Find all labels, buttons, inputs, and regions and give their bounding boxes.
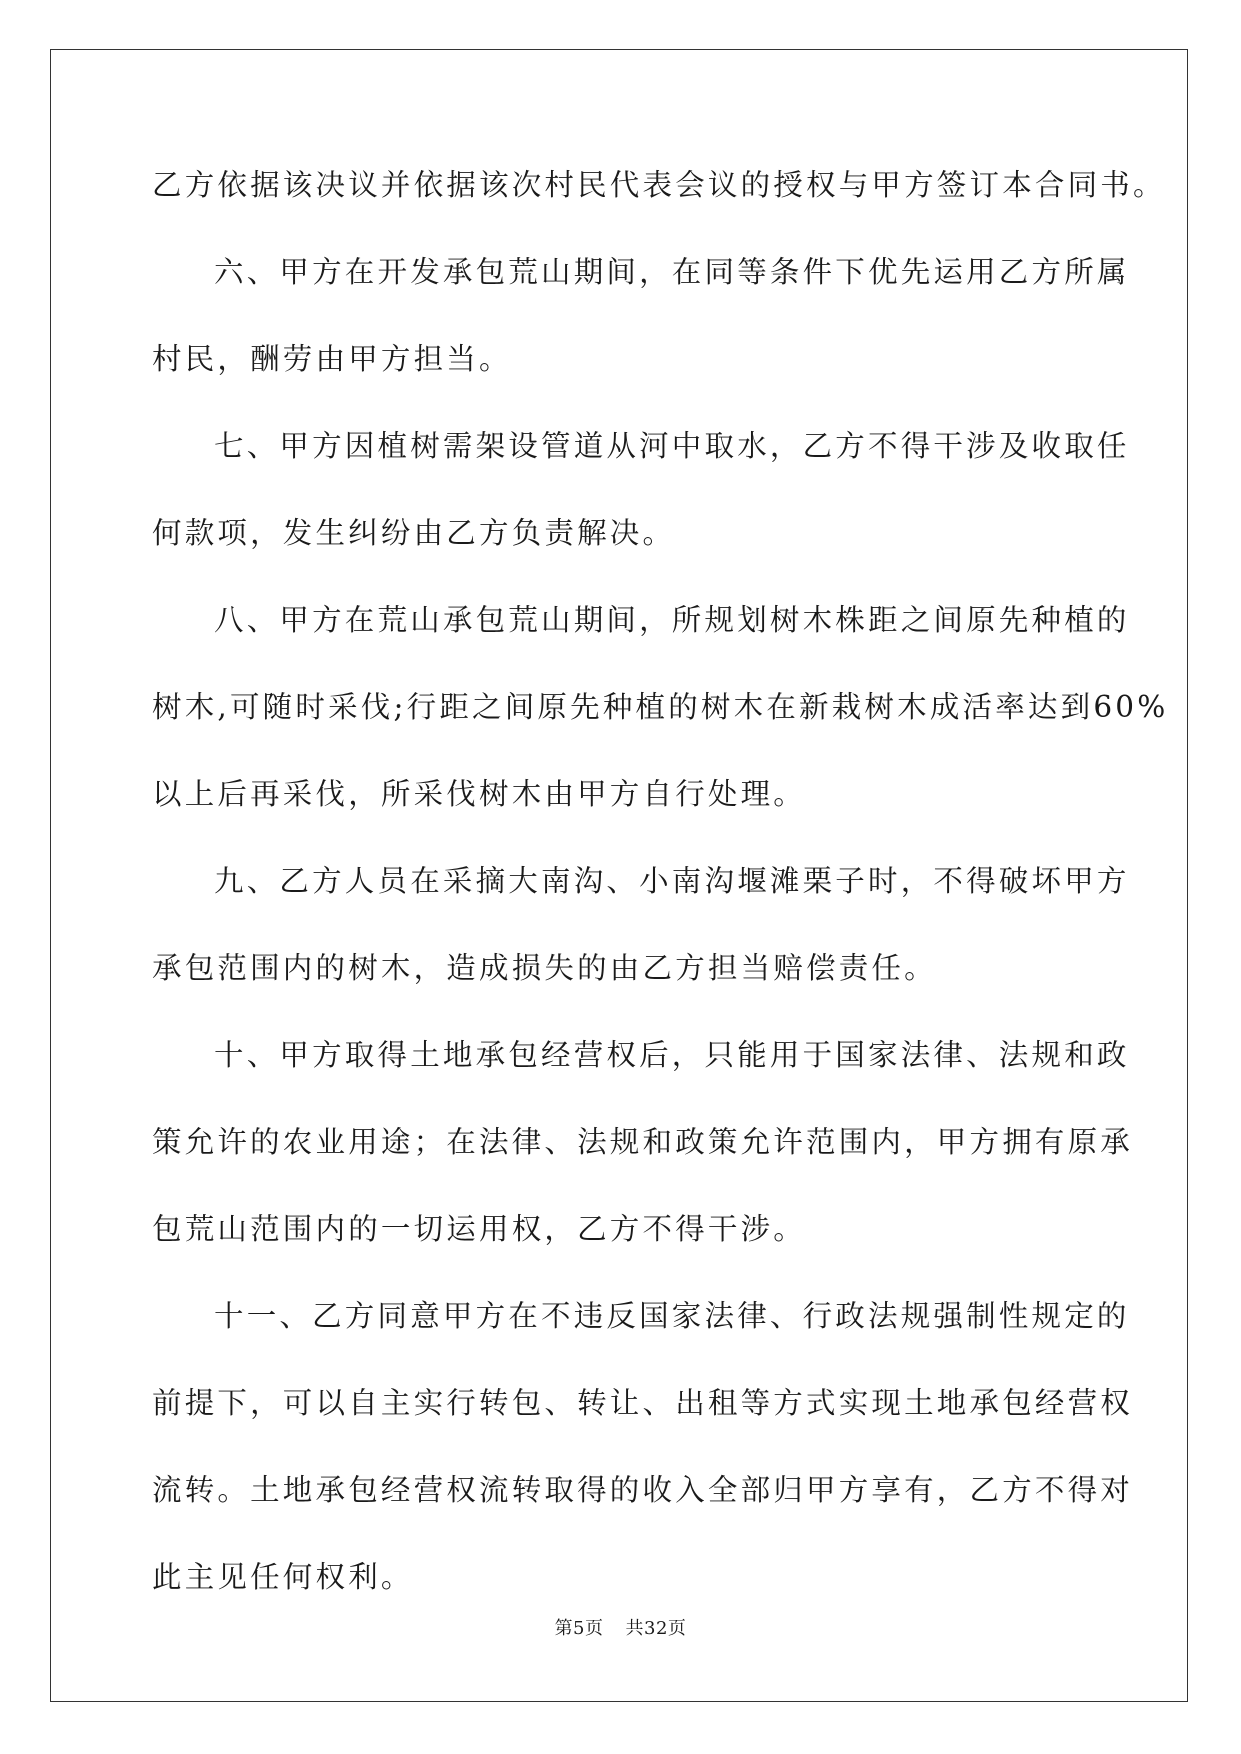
text-line: 七、甲方因植树需架设管道从河中取水，乙方不得干涉及收取任 — [214, 429, 1130, 463]
text-line: 八、甲方在荒山承包荒山期间，所规划树木株距之间原先种植的 — [214, 603, 1130, 637]
document-body — [152, 142, 1169, 1621]
text-line: 承包范围内的树木，造成损失的由乙方担当赔偿责任。 — [152, 951, 937, 985]
text-line: 十、甲方取得土地承包经营权后，只能用于国家法律、法规和政 — [214, 1038, 1130, 1072]
page-footer — [0, 1614, 1241, 1640]
text-line: 乙方依据该决议并依据该次村民代表会议的授权与甲方签订本合同书。 — [152, 168, 1166, 202]
page-number: 第5页 — [554, 1618, 604, 1639]
page-total: 共32页 — [625, 1618, 687, 1639]
text-line: 流转。土地承包经营权流转取得的收入全部归甲方享有，乙方不得对 — [152, 1473, 1134, 1507]
text-line: 包荒山范围内的一切运用权，乙方不得干涉。 — [152, 1212, 807, 1246]
text-line: 前提下，可以自主实行转包、转让、出租等方式实现土地承包经营权 — [152, 1386, 1134, 1420]
text-line: 策允许的农业用途；在法律、法规和政策允许范围内，甲方拥有原承 — [152, 1125, 1134, 1159]
text-line: 村民，酬劳由甲方担当。 — [152, 342, 512, 376]
text-line: 何款项，发生纠纷由乙方负责解决。 — [152, 516, 676, 550]
text-line: 以上后再采伐，所采伐树木由甲方自行处理。 — [152, 777, 807, 811]
text-line: 六、甲方在开发承包荒山期间，在同等条件下优先运用乙方所属 — [214, 255, 1130, 289]
text-line: 此主见任何权利。 — [152, 1560, 414, 1594]
text-line: 十一、乙方同意甲方在不违反国家法律、行政法规强制性规定的 — [214, 1299, 1130, 1333]
text-line: 九、乙方人员在采摘大南沟、小南沟堰滩栗子时，不得破坏甲方 — [214, 864, 1130, 898]
text-line: 树木,可随时采伐;行距之间原先种植的树木在新栽树木成活率达到60% — [152, 690, 1169, 724]
